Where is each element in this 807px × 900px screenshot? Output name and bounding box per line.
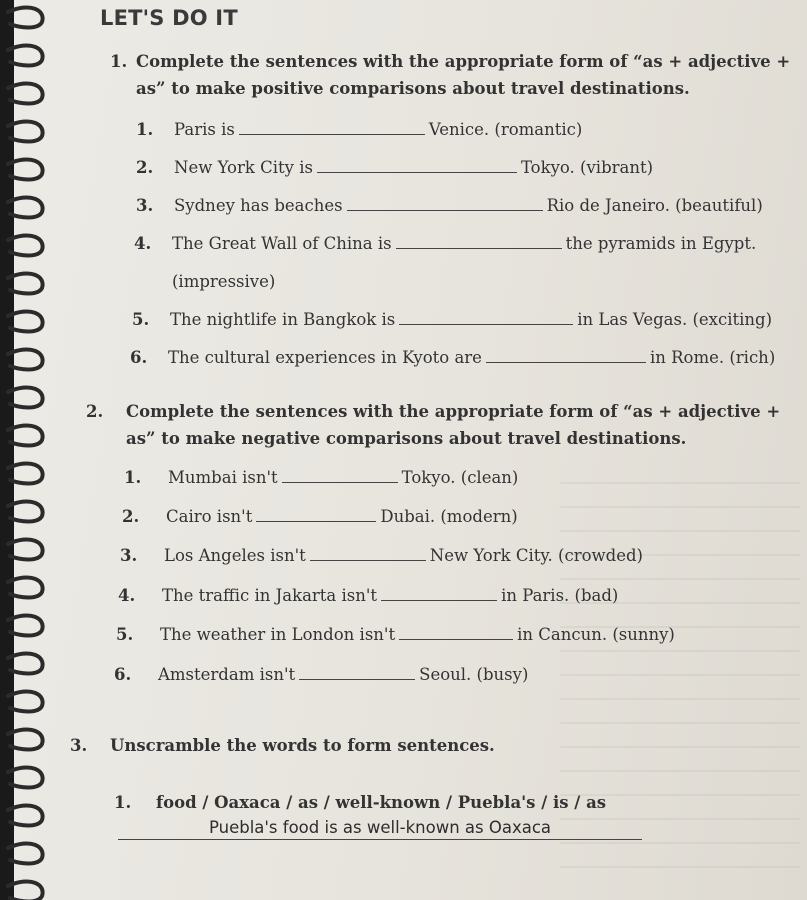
exercise-2-instruction: 2. Complete the sentences with the appropriate form of “as + adjective + as” to make negative comparisons about travel destinations. [126, 398, 796, 452]
exercise-1-number: 1. [110, 52, 128, 71]
ex1-item-4: 4. The Great Wall of China is the pyramids in Egypt. [134, 234, 757, 253]
ex3-item-1-answer[interactable]: Puebla's food is as well-known as Oaxaca [118, 818, 642, 840]
ex2-item-1: 1. Mumbai isn't Tokyo. (clean) [124, 468, 519, 487]
ex2-item-6: 6. Amsterdam isn't Seoul. (busy) [114, 665, 529, 684]
ex2-item-5: 5. The weather in London isn't in Cancun. (sunny) [116, 625, 675, 644]
ex3-item-1: 1. food / Oaxaca / as / well-known / Puebla's / is / as [114, 793, 607, 812]
exercise-3-number: 3. [70, 736, 88, 755]
answer-blank[interactable] [317, 158, 517, 173]
answer-blank[interactable] [399, 625, 513, 640]
bleed-through-texture [560, 460, 800, 880]
answer-blank[interactable] [256, 507, 376, 522]
ex1-item-5: 5. The nightlife in Bangkok is in Las Vegas. (exciting) [132, 310, 773, 329]
exercise-3-instruction: 3. Unscramble the words to form sentences. [110, 732, 710, 759]
answer-blank[interactable] [396, 234, 562, 249]
answer-blank[interactable] [399, 310, 573, 325]
exercise-1-instruction: 1. Complete the sentences with the appropriate form of “as + adjective + as” to make positive comparisons about travel destinations. [136, 48, 796, 102]
ex2-item-4: 4. The traffic in Jakarta isn't in Paris. (bad) [118, 586, 619, 605]
ex1-item-3: 3. Sydney has beaches Rio de Janeiro. (beautiful) [136, 196, 763, 215]
spiral-binding [0, 0, 60, 900]
answer-blank[interactable] [282, 468, 398, 483]
ex1-item-1: 1. Paris is Venice. (romantic) [136, 120, 583, 139]
exercise-2-number: 2. [86, 402, 104, 421]
section-heading: LET'S DO IT [100, 6, 238, 30]
ex1-item-6: 6. The cultural experiences in Kyoto are in Rome. (rich) [130, 348, 776, 367]
answer-blank[interactable] [299, 665, 415, 680]
answer-blank[interactable] [486, 348, 646, 363]
ex1-item-2: 2. New York City is Tokyo. (vibrant) [136, 158, 654, 177]
answer-blank[interactable] [347, 196, 543, 211]
ex2-item-3: 3. Los Angeles isn't New York City. (crowded) [120, 546, 643, 565]
answer-blank[interactable] [310, 546, 426, 561]
ex1-item-4-hint: (impressive) [172, 272, 276, 291]
answer-blank[interactable] [239, 120, 425, 135]
ex2-item-2: 2. Cairo isn't Dubai. (modern) [122, 507, 518, 526]
answer-blank[interactable] [381, 586, 497, 601]
